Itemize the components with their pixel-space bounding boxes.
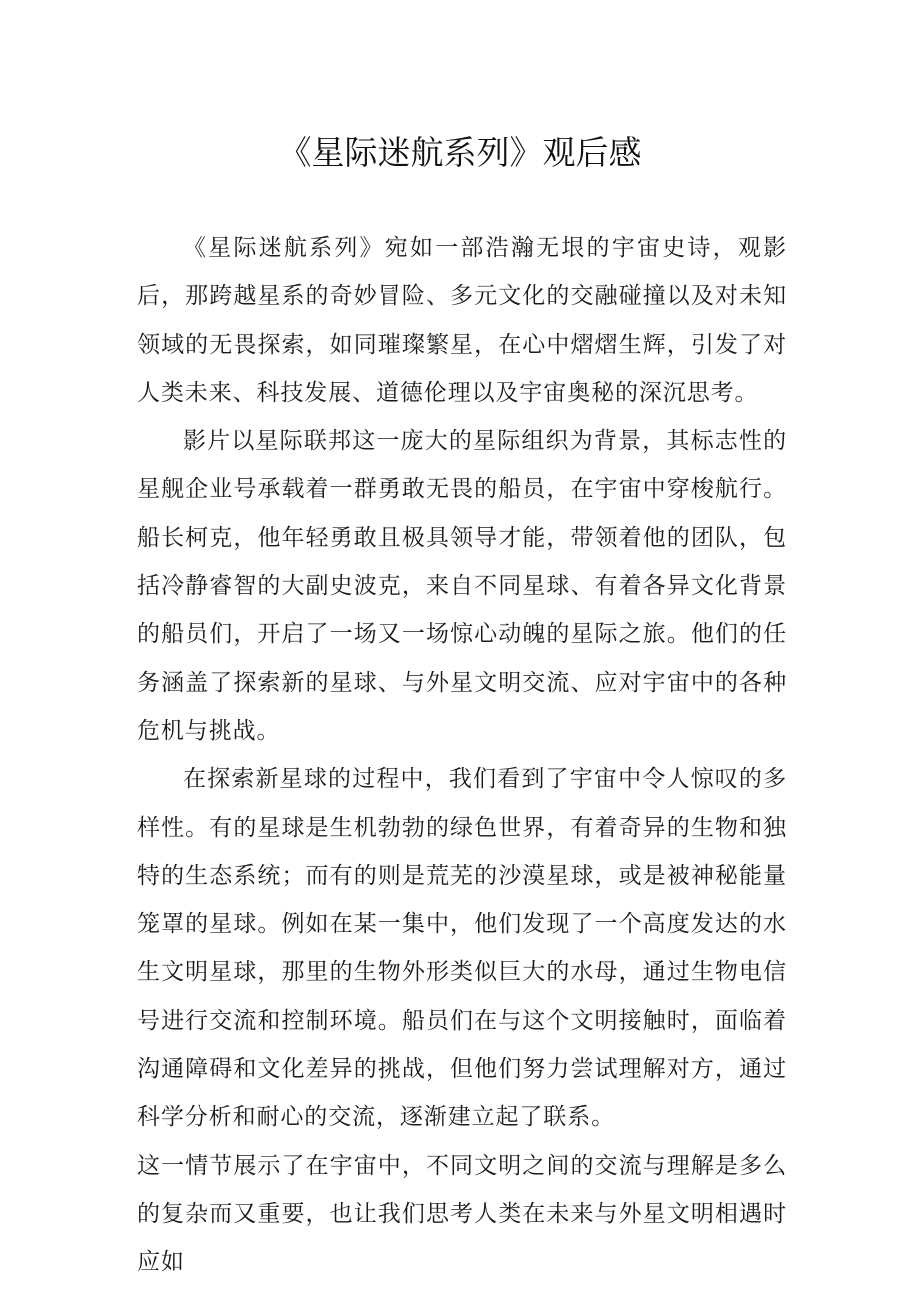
- paragraph-reflection: 这一情节展示了在宇宙中，不同文明之间的交流与理解是多么的复杂而又重要，也让我们思考人类在未来与外星文明相遇时应如: [137, 1152, 787, 1276]
- document-title: 《星际迷航系列》观后感: [278, 133, 642, 172]
- document-body: [137, 224, 787, 1287]
- paragraph-intro: 《星际迷航系列》宛如一部浩瀚无垠的宇宙史诗，观影后，那跨越星系的奇妙冒险、多元文化的交融碰撞以及对未知领域的无畏探索，如同璀璨繁星，在心中熠熠生辉，引发了对人类未来、科技发展、道德伦理以及宇宙奥秘的深沉思考。: [137, 235, 787, 406]
- paragraph-exploration: 在探索新星球的过程中，我们看到了宇宙中令人惊叹的多样性。有的星球是生机勃勃的绿色世界，有着奇异的生物和独特的生态系统；而有的则是荒芜的沙漠星球，或是被神秘能量笼罩的星球。例如在某一集中，他们发现了一个高度发达的水生文明星球，那里的生物外形类似巨大的水母，通过生物电信号进行交流和控制环境。船员们在与这个文明接触时，面临着沟通障碍和文化差异的挑战，但他们努力尝试理解对方，通过科学分析和耐心的交流，逐渐建立起了联系。: [137, 766, 787, 1131]
- paragraph-background: 影片以星际联邦这一庞大的星际组织为背景，其标志性的星舰企业号承载着一群勇敢无畏的船员，在宇宙中穿梭航行。船长柯克，他年轻勇敢且极具领导才能，带领着他的团队，包括冷静睿智的大副史波克，来自不同星球、有着各异文化背景的船员们，开启了一场又一场惊心动魄的星际之旅。他们的任务涵盖了探索新的星球、与外星文明交流、应对宇宙中的各种危机与挑战。: [137, 428, 787, 744]
